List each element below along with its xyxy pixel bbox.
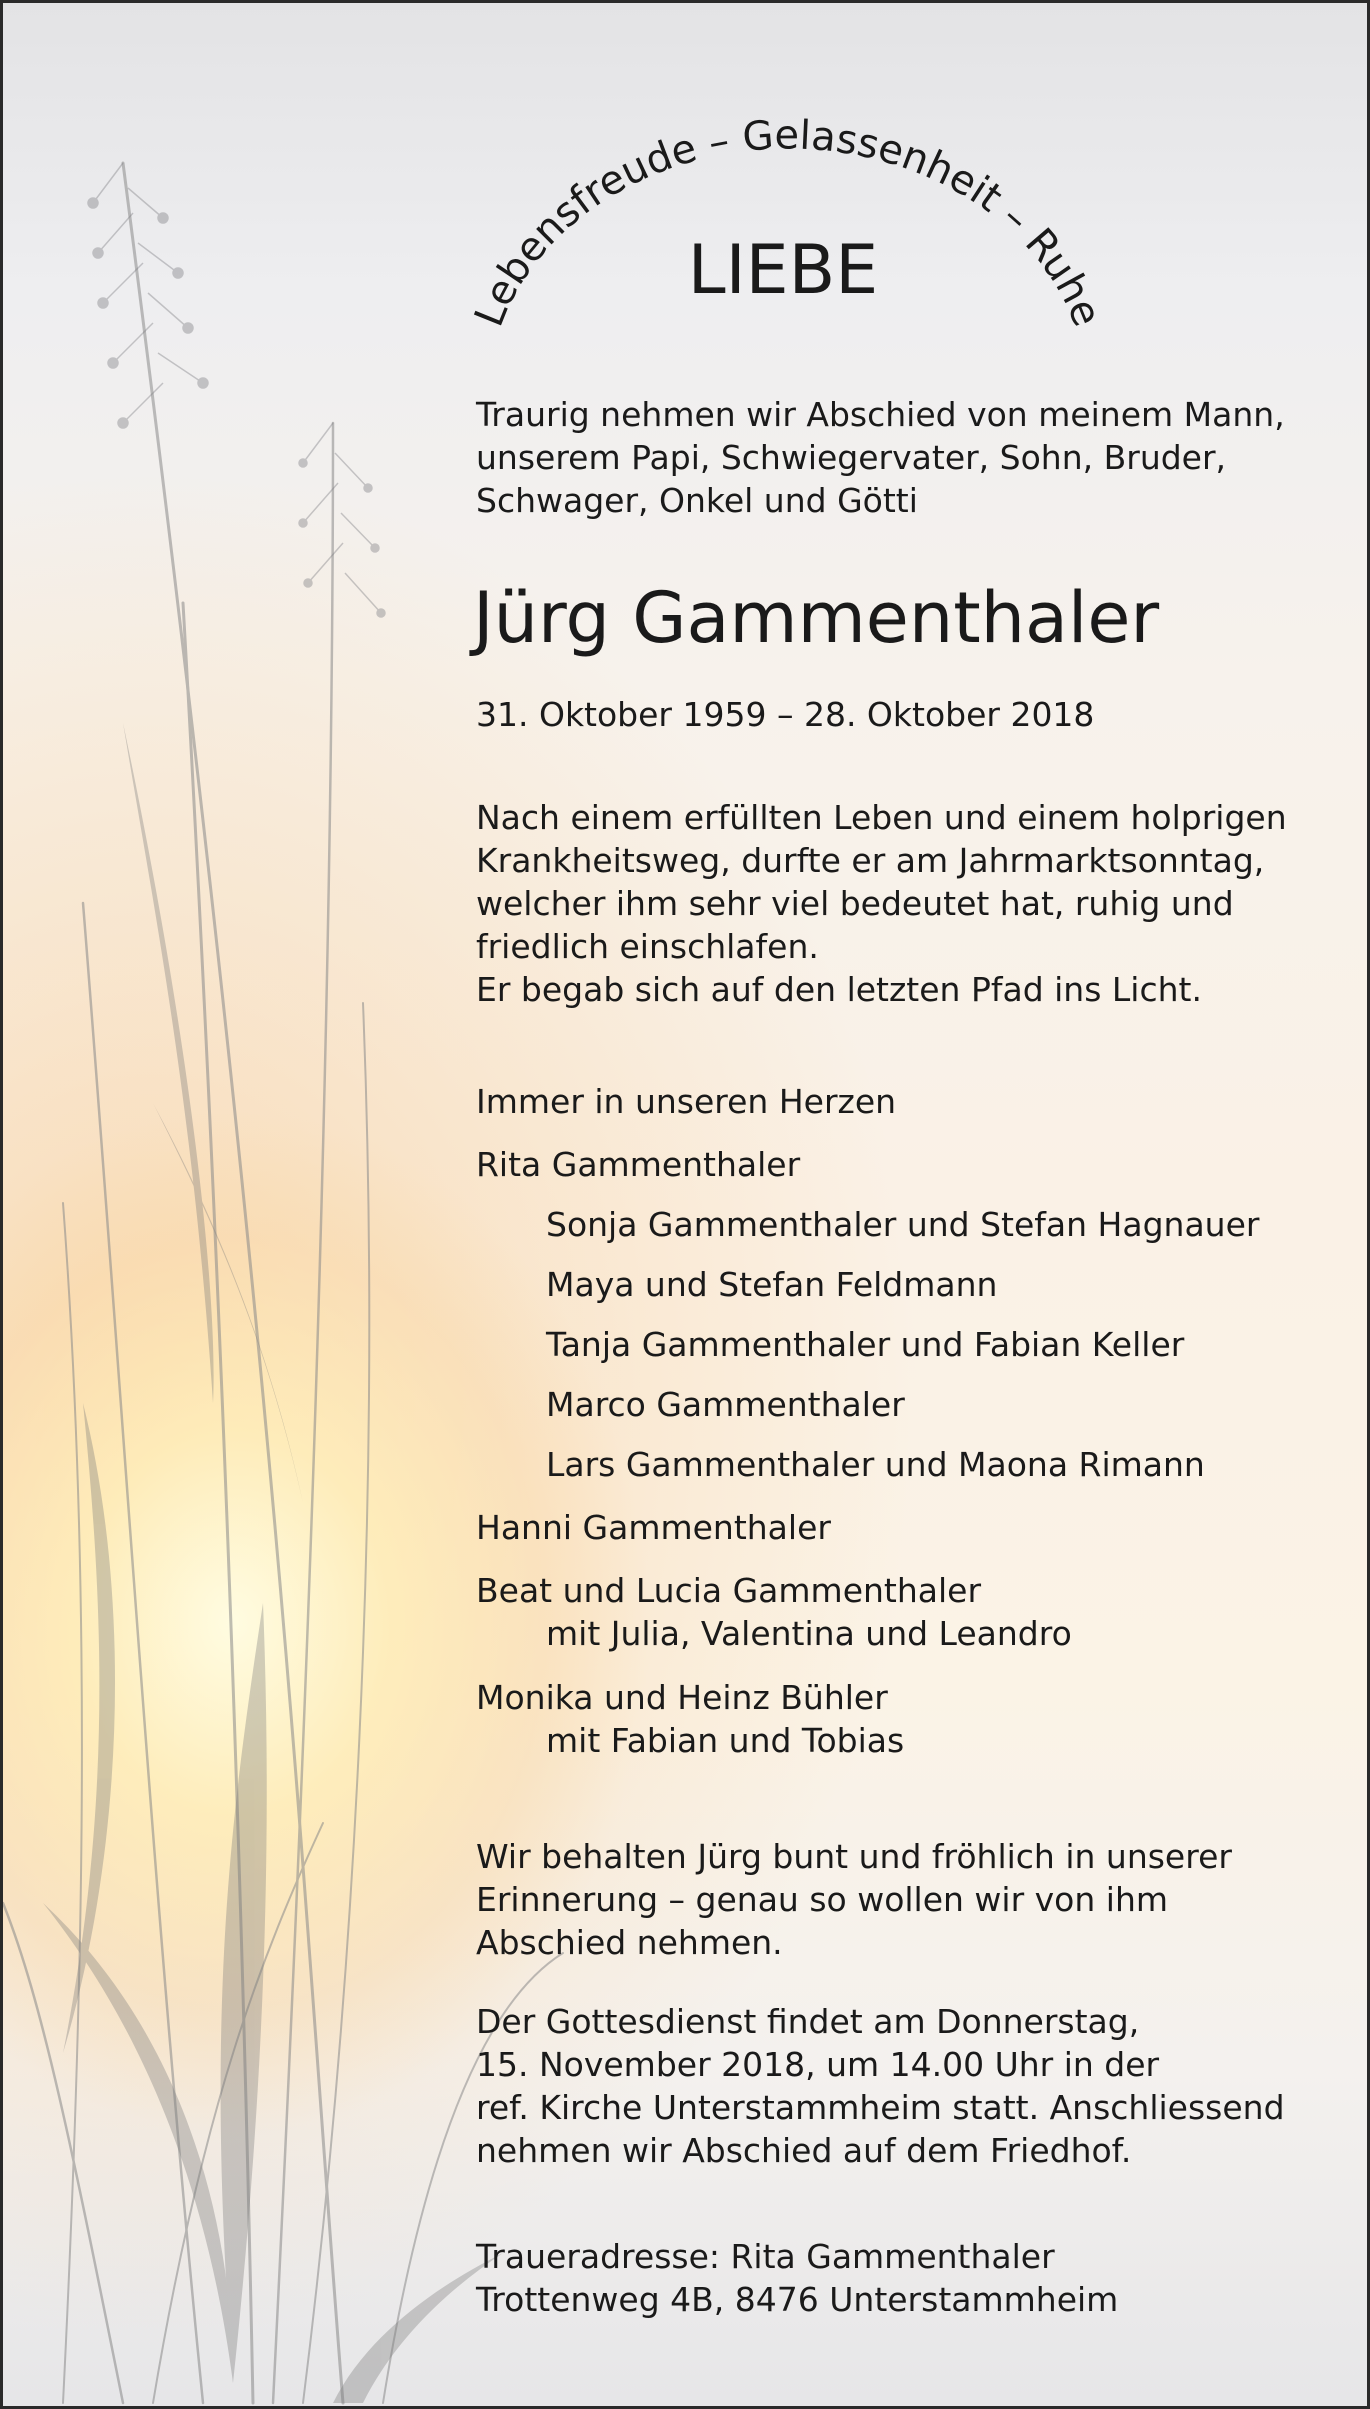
motto-arc-text: Lebensfreude – Gelassenheit – Ruhe (466, 112, 1110, 333)
service-line: ref. Kirche Unterstammheim statt. Anschliessend (476, 2088, 1285, 2127)
service-paragraph (476, 2000, 1285, 2172)
story-line: welcher ihm sehr viel bedeutet hat, ruhig und (476, 884, 1234, 923)
service-line: Der Gottesdienst findet am Donnerstag, (476, 2002, 1140, 2041)
mourner-child: Marco Gammenthaler (546, 1385, 905, 1424)
mourner-sibling-family: mit Fabian und Tobias (546, 1721, 905, 1760)
intro-line: Traurig nehmen wir Abschied von meinem Mann, (476, 395, 1285, 434)
mourner-child: Maya und Stefan Feldmann (546, 1265, 998, 1304)
intro-paragraph (476, 393, 1285, 522)
story-line: Nach einem erfüllten Leben und einem holprigen (476, 798, 1287, 837)
story-line: Er begab sich auf den letzten Pfad ins Licht. (476, 970, 1202, 1009)
service-line: 15. November 2018, um 14.00 Uhr in der (476, 2045, 1160, 2084)
closing-line: Wir behalten Jürg bunt und fröhlich in unserer (476, 1837, 1232, 1876)
story-paragraph (476, 796, 1287, 1011)
mourner-sibling: Beat und Lucia Gammenthaler (476, 1571, 982, 1610)
story-line: friedlich einschlafen. (476, 927, 819, 966)
mourners-heading: Immer in unseren Herzen (476, 1082, 897, 1121)
closing-paragraph (476, 1835, 1232, 1964)
mourner-sibling: Monika und Heinz Bühler (476, 1678, 888, 1717)
mourner-mother: Hanni Gammenthaler (476, 1508, 831, 1547)
intro-line: unserem Papi, Schwiegervater, Sohn, Bruder, (476, 438, 1227, 477)
story-line: Krankheitsweg, durfte er am Jahrmarktsonntag, (476, 841, 1265, 880)
mourning-address (476, 2235, 1118, 2321)
service-line: nehmen wir Abschied auf dem Friedhof. (476, 2131, 1132, 2170)
motto-arc (423, 63, 1143, 383)
closing-line: Abschied nehmen. (476, 1923, 783, 1962)
mourner-sibling-family: mit Julia, Valentina und Leandro (546, 1614, 1072, 1653)
intro-line: Schwager, Onkel und Götti (476, 481, 918, 520)
address-line: Trottenweg 4B, 8476 Unterstammheim (476, 2280, 1119, 2319)
mourner-child: Lars Gammenthaler und Maona Rimann (546, 1445, 1205, 1484)
deceased-name: Jürg Gammenthaler (473, 577, 1160, 659)
mourner-child: Sonja Gammenthaler und Stefan Hagnauer (546, 1205, 1260, 1244)
mourner-child: Tanja Gammenthaler und Fabian Keller (546, 1325, 1185, 1364)
closing-line: Erinnerung – genau so wollen wir von ihm (476, 1880, 1169, 1919)
mourner-wife: Rita Gammenthaler (476, 1145, 801, 1184)
motto-center-word: LIEBE (687, 231, 879, 310)
address-line: Traueradresse: Rita Gammenthaler (476, 2237, 1055, 2276)
life-dates: 31. Oktober 1959 – 28. Oktober 2018 (476, 695, 1095, 734)
